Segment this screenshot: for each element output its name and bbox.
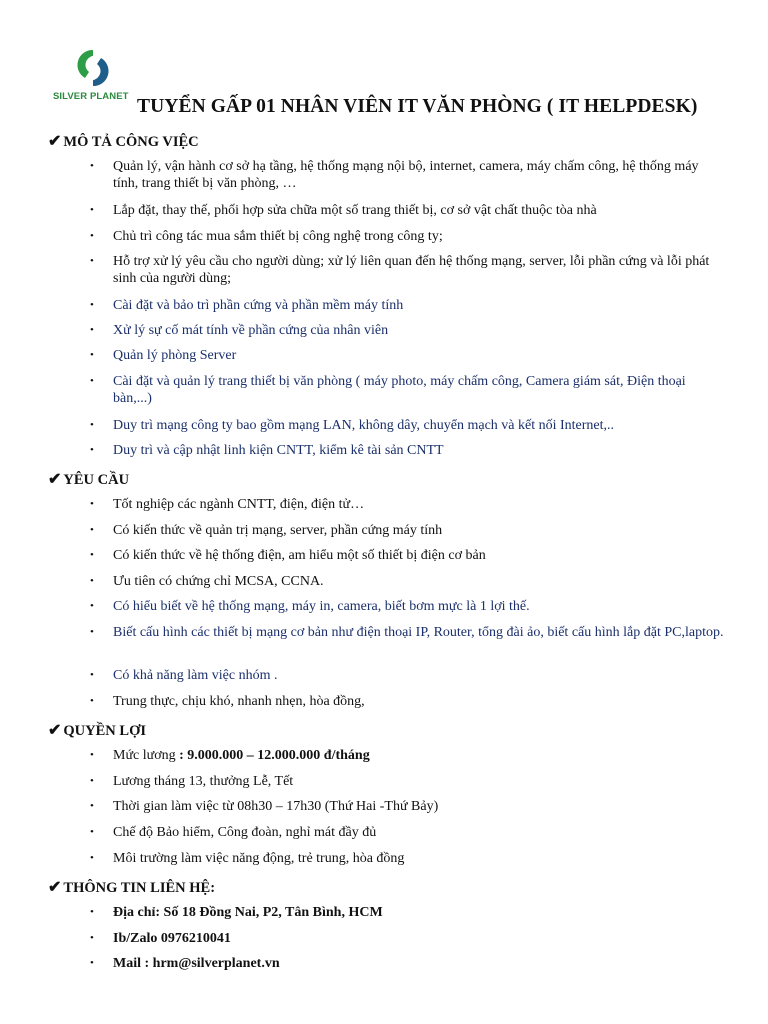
list-item [90, 202, 725, 219]
list-item-salary [90, 747, 725, 764]
list-item-text: Tốt nghiệp các ngành CNTT, điện, điện tử… [113, 497, 365, 512]
list-item-text: Địa chỉ: Số 18 Đồng Nai, P2, Tân Bình, HCM [113, 905, 383, 920]
bullet-icon: • [90, 826, 94, 838]
bullet-icon: • [90, 626, 94, 638]
list-item [90, 773, 725, 790]
list-item [90, 667, 725, 684]
section-heading-label: MÔ TẢ CÔNG VIỆC [63, 134, 199, 150]
list-item [90, 417, 725, 434]
list-item-text: Lắp đặt, thay thế, phối hợp sửa chữa một số trang thiết bị, cơ sở vật chất thuộc tòa nhà [113, 203, 597, 218]
bullet-icon: • [90, 957, 94, 969]
list-item-text: Có hiểu biết về hệ thống mạng, máy in, camera, biết bơm mực là 1 lợi thế. [113, 599, 530, 614]
list-item-text: Thời gian làm việc từ 08h30 – 17h30 (Thứ Hai -Thứ Bảy) [113, 799, 439, 814]
list-item-text: Mail : hrm@silverplanet.vn [113, 956, 280, 971]
list-item [90, 693, 725, 710]
checkmark-icon: ✔ [48, 879, 62, 896]
section-heading-label: YÊU CẦU [63, 472, 130, 488]
list-item [90, 624, 725, 641]
salary-label: Mức lương [113, 748, 180, 763]
bullet-icon: • [90, 775, 94, 787]
list-item [90, 573, 725, 590]
list-item-text: Chế độ Bảo hiểm, Công đoàn, nghỉ mát đầy đủ [113, 825, 377, 840]
list-item-text [113, 747, 725, 764]
bullet-icon: • [90, 669, 94, 681]
bullet-icon: • [90, 444, 94, 456]
page-title: TUYỂN GẤP 01 NHÂN VIÊN IT VĂN PHÒNG ( IT HELPDESK) [137, 96, 698, 117]
list-item [90, 347, 725, 364]
list-item-text: Cài đặt và quản lý trang thiết bị văn phòng ( máy photo, máy chấm công, Camera giám sát, Điện thoại bàn,...) [113, 374, 686, 406]
list-item [90, 850, 725, 867]
list-item-text: Ưu tiên có chứng chỉ MCSA, CCNA. [113, 574, 324, 589]
list-item [90, 598, 725, 615]
list-item [90, 824, 725, 841]
list-item-text: Duy trì và cập nhật linh kiện CNTT, kiểm kê tài sản CNTT [113, 443, 444, 458]
bullet-icon: • [90, 575, 94, 587]
list-item [90, 253, 725, 287]
list-item-text: Có kiến thức về quản trị mạng, server, phần cứng máy tính [113, 523, 443, 538]
bullet-icon: • [90, 600, 94, 612]
section-heading-label: THÔNG TIN LIÊN HỆ: [63, 880, 216, 896]
checkmark-icon: ✔ [48, 471, 62, 488]
bullet-icon: • [90, 498, 94, 510]
checkmark-icon: ✔ [48, 722, 62, 739]
bullet-icon: • [90, 255, 94, 267]
list-item-text: Chủ trì công tác mua sắm thiết bị công nghệ trong công ty; [113, 229, 443, 244]
bullet-icon: • [90, 932, 94, 944]
bullet-icon: • [90, 375, 94, 387]
list-item-address [90, 904, 725, 921]
list-item-text: Quản lý, vận hành cơ sở hạ tầng, hệ thống mạng nội bộ, internet, camera, máy chấm công, hệ thống máy tính, trang thiết bị văn phòng, … [113, 159, 699, 191]
list-item-text: Có kiến thức về hệ thống điện, am hiểu một số thiết bị điện cơ bản [113, 548, 486, 563]
list-item-text: Duy trì mạng công ty bao gồm mạng LAN, không dây, chuyển mạch và kết nối Internet,.. [113, 418, 615, 433]
bullet-icon: • [90, 800, 94, 812]
bullet-icon: • [90, 419, 94, 431]
list-item [90, 522, 725, 539]
list-item-text: Môi trường làm việc năng động, trẻ trung, hòa đồng [113, 851, 405, 866]
list-item [90, 373, 725, 407]
bullet-icon: • [90, 349, 94, 361]
section-heading-requirements [48, 469, 129, 489]
list-item-text: Ib/Zalo 0976210041 [113, 931, 231, 946]
list-item-zalo [90, 930, 725, 947]
bullet-icon: • [90, 299, 94, 311]
list-item-text: Xử lý sự cố mát tính về phần cứng của nhân viên [113, 323, 389, 338]
section-heading-contact [48, 877, 215, 897]
list-item [90, 547, 725, 564]
bullet-icon: • [90, 852, 94, 864]
list-item [90, 228, 725, 245]
section-heading-job-description [48, 131, 199, 151]
bullet-icon: • [90, 230, 94, 242]
bullet-icon: • [90, 906, 94, 918]
bullet-icon: • [90, 524, 94, 536]
list-item-text: Cài đặt và bảo trì phần cứng và phần mềm máy tính [113, 298, 404, 313]
list-item [90, 442, 725, 459]
bullet-icon: • [90, 324, 94, 336]
list-item-text: Trung thực, chịu khó, nhanh nhẹn, hòa đồng, [113, 694, 365, 709]
bullet-icon: • [90, 204, 94, 216]
list-item [90, 322, 725, 339]
list-item [90, 798, 725, 815]
list-item [90, 297, 725, 314]
list-item-mail [90, 955, 725, 972]
company-logo [50, 48, 140, 108]
silver-planet-logo-icon [76, 48, 110, 88]
list-item-text: Quản lý phòng Server [113, 348, 237, 363]
section-heading-label: QUYỀN LỢI [63, 723, 146, 739]
section-heading-benefits [48, 720, 146, 740]
bullet-icon: • [90, 749, 94, 761]
bullet-icon: • [90, 695, 94, 707]
list-item-text: Lương tháng 13, thưởng Lễ, Tết [113, 774, 294, 789]
checkmark-icon: ✔ [48, 133, 62, 150]
list-item-text: Hỗ trợ xử lý yêu cầu cho người dùng; xử lý liên quan đến hệ thống mạng, server, lỗi phần cứng và lỗi phát sinh của người dùng; [113, 254, 710, 286]
list-item [90, 496, 725, 513]
salary-value: : 9.000.000 – 12.000.000 đ/tháng [179, 748, 370, 763]
bullet-icon: • [90, 160, 94, 172]
bullet-icon: • [90, 549, 94, 561]
logo-brand-text: SILVER PLANET [53, 91, 129, 102]
list-item-text: Có khả năng làm việc nhóm . [113, 668, 278, 683]
list-item [90, 158, 725, 192]
list-item-text: Biết cấu hình các thiết bị mạng cơ bản như điện thoại IP, Router, tổng đài ảo, biết cấu hình lắp đặt PC,laptop. [113, 625, 724, 640]
